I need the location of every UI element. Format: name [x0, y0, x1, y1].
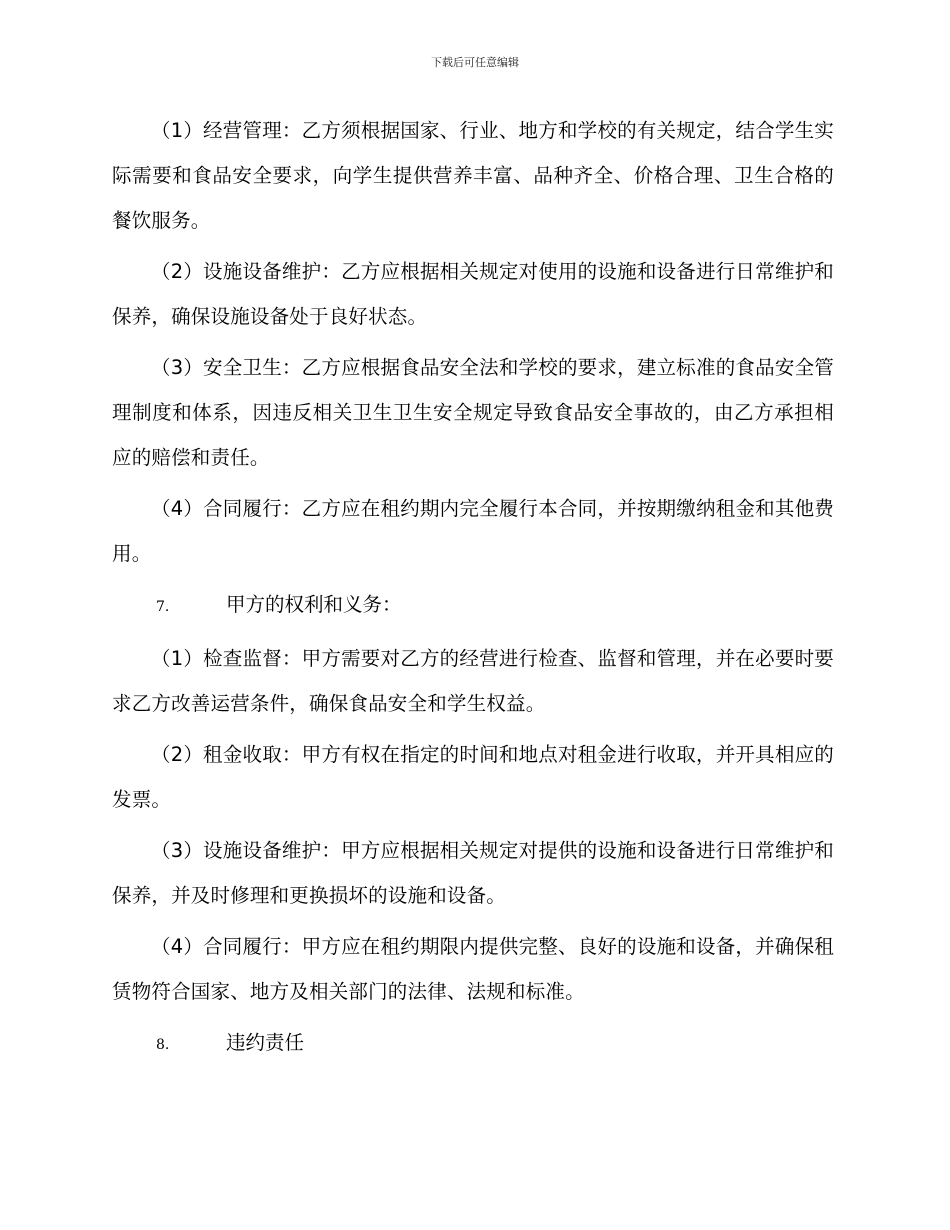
section-title: 违约责任 — [226, 1031, 305, 1054]
section-heading-7 — [112, 582, 834, 630]
section-title: 甲方的权利和义务： — [226, 593, 402, 616]
clause-inspection-supervision: （1）检查监督：甲方需要对乙方的经营进行检查、监督和管理，并在必要时要求乙方改善运营条件，确保食品安全和学生权益。 — [112, 647, 834, 715]
clause-facility-maintenance-a: （3）设施设备维护：甲方应根据相关规定对提供的设施和设备进行日常维护和保养，并及时修理和更换损坏的设施和设备。 — [112, 839, 834, 907]
clause-contract-performance-b: （4）合同履行：乙方应在租约期内完全履行本合同，并按期缴纳租金和其他费用。 — [112, 497, 834, 565]
document-body — [112, 108, 834, 1074]
section-number: 7. — [156, 599, 170, 615]
clause-operation-management: （1）经营管理：乙方须根据国家、行业、地方和学校的有关规定，结合学生实际需要和食品安全要求，向学生提供营养丰富、品种齐全、价格合理、卫生合格的餐饮服务。 — [112, 119, 834, 232]
section-number: 8. — [156, 1037, 170, 1053]
clause-facility-maintenance-b: （2）设施设备维护：乙方应根据相关规定对使用的设施和设备进行日常维护和保养，确保设施设备处于良好状态。 — [112, 260, 834, 328]
section-heading-8 — [112, 1020, 834, 1068]
page-header: 下载后可任意编辑 — [431, 56, 519, 69]
clause-safety-hygiene: （3）安全卫生：乙方应根据食品安全法和学校的要求，建立标准的食品安全管理制度和体系，因违反相关卫生卫生安全规定导致食品安全事故的，由乙方承担相应的赔偿和责任。 — [112, 356, 834, 469]
clause-rent-collection: （2）租金收取：甲方有权在指定的时间和地点对租金进行收取，并开具相应的发票。 — [112, 743, 834, 811]
clause-contract-performance-a: （4）合同履行：甲方应在租约期限内提供完整、良好的设施和设备，并确保租赁物符合国家、地方及相关部门的法律、法规和标准。 — [112, 935, 834, 1003]
